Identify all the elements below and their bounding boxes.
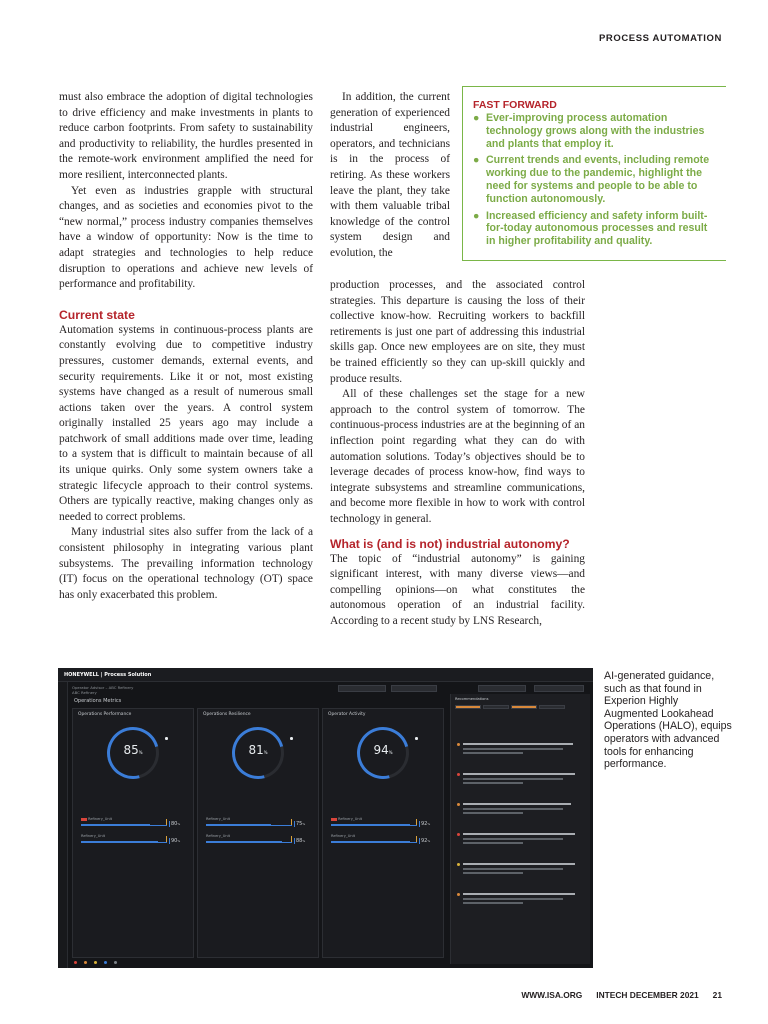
metric-value: 92% xyxy=(421,821,431,827)
panel-title: Operations Resilience xyxy=(203,712,251,717)
metric-bar xyxy=(81,821,167,826)
metric-panel xyxy=(322,708,444,958)
fast-forward-item: ● Ever-improving process automation technology grows along with the industries and plants that employ it. xyxy=(473,112,705,150)
metric-value: 80% xyxy=(171,821,181,827)
dashboard-control xyxy=(478,685,526,692)
gauge-marker xyxy=(415,737,418,740)
page-number: 21 xyxy=(712,990,722,1000)
metric-value: 88% xyxy=(296,838,306,844)
dashboard-brand: HONEYWELL | Process Solution xyxy=(64,672,152,678)
metric-value: 92% xyxy=(421,838,431,844)
recommendations-tabs xyxy=(455,705,565,709)
metric-value: 90% xyxy=(171,838,181,844)
paragraph: In addition, the current generation of experienced industrial engineers, operators, and technicians is in the process of retiring. As these workers leave the plant, they take with them valuable tribal knowledge of the control system design and evolution, the xyxy=(330,91,450,259)
recommendations-title: Recommendations xyxy=(455,697,489,701)
metric-bar xyxy=(206,821,292,826)
footer-site: WWW.ISA.ORG xyxy=(521,990,583,1000)
fast-forward-item: ● Increased efficiency and safety inform built-for-today autonomous processes and result in higher profitability and quality. xyxy=(473,209,708,248)
footer-issue: INTECH DECEMBER 2021 xyxy=(596,990,699,1000)
metric-value: 75% xyxy=(296,821,306,827)
metric-row-label: Refinery_Unit xyxy=(206,817,231,821)
metric-row-label: Refinery_Unit xyxy=(81,817,112,821)
dashboard-screenshot xyxy=(58,668,593,968)
tab xyxy=(539,705,565,709)
metric-row-label: Refinery_Unit xyxy=(331,834,356,838)
tab xyxy=(511,705,537,709)
section-header: PROCESS AUTOMATION xyxy=(598,33,722,44)
metric-row-label: Refinery_Unit xyxy=(331,817,362,821)
dashboard-control xyxy=(534,685,584,692)
article-column-2-top xyxy=(330,90,450,262)
dashboard-control xyxy=(391,685,437,692)
article-column-2 xyxy=(330,278,585,629)
metric-panel xyxy=(197,708,319,958)
bullet-icon: ● xyxy=(473,209,480,222)
paragraph: Yet even as industries grapple with structural changes, and as societies and economies pivot to the “new normal,” process industry companies themselves have a window of opportunity: Now is the time to adapt strategies and technologies to help reduce disruption to operations and achieve new levels of performance and profitability. xyxy=(59,184,313,291)
status-legend xyxy=(74,961,118,965)
figure-caption: AI-generated guidance, such as that found in Experion Highly Augmented Lookahead Operations (HALO), equips operators with advanced tools for enhancing performance. xyxy=(604,670,732,771)
metric-bar xyxy=(81,838,167,843)
metric-bar xyxy=(206,838,292,843)
panel-title: Operator Activity xyxy=(328,712,366,717)
paragraph: must also embrace the adoption of digital technologies to drive efficiency and make investments in plants to reduce carbon footprints. From safety to sustainability and productivity to reliability, the hurdles presented in the remote-work environment amplified the need for more resilient, interconnected plants. xyxy=(59,91,313,181)
paragraph: production processes, and the associated control strategies. This departure is causing the loss of their collective know-how. Recruiting workers to backfill retirements is just one part of addressing this industrial skills gap. Once new employees are on site, they must be trained efficiently so they can up-skill quickly and produce results. xyxy=(330,279,585,385)
subhead-industrial-autonomy: What is (and is not) industrial autonomy? xyxy=(330,536,570,551)
metric-panel xyxy=(72,708,194,958)
tab xyxy=(455,705,481,709)
fast-forward-title: FAST FORWARD xyxy=(473,99,557,111)
tab xyxy=(483,705,509,709)
paragraph: Automation systems in continuous-process plants are constantly evolving due to competitive industry pressures, customer demands, external events, and security requirements. Like it or not, most existing systems have changed as a result of numerous small actions taken over the years. A control system originally installed 25 years ago may include a patchwork of small additions made over time, leading to a system that is difficult to maintain because of all its unique quirks. Only some system owners take a strategic lifecycle approach to their control systems. Others are typically reactive, making changes only as needed to correct problems. xyxy=(59,323,313,523)
paragraph: The topic of “industrial autonomy” is gaining significant interest, with many diverse views—and compelling opinions—on what constitutes the autonomous operation of an industrial facility. According to a recent study by LNS Research, xyxy=(330,552,585,627)
metric-bar xyxy=(331,821,417,826)
bullet-icon: ● xyxy=(473,154,480,167)
metric-row-label: Refinery_Unit xyxy=(81,834,106,838)
article-column-1 xyxy=(59,90,313,603)
gauge-value: 85% xyxy=(123,743,143,757)
dashboard-subtitle: Operator Advisor – ABC Refinery ABC Refinery xyxy=(72,685,134,695)
page-footer xyxy=(521,990,722,1000)
bullet-icon: ● xyxy=(473,112,480,124)
gauge-value: 81% xyxy=(248,743,268,757)
fast-forward-item: ● Current trends and events, including remote working due to the pandemic, highlight the need for systems and people to be able to function autonomously. xyxy=(473,154,710,205)
subhead-current-state: Current state xyxy=(59,307,135,322)
paragraph: All of these challenges set the stage for a new approach to the control system of tomorrow. The continuous-process industries are at the beginning of an inflection point regarding what they can do with automation solutions. Today’s objectives should be to leverage decades of process know-how, find ways to integrate subsystems and streamline communications, and become more flexible in how to work with control technology in general. xyxy=(330,388,585,525)
gauge-marker xyxy=(165,737,168,740)
dashboard-control xyxy=(338,685,386,692)
metric-bar xyxy=(331,838,417,843)
gauge-marker xyxy=(290,737,293,740)
recommendations-panel xyxy=(450,694,590,964)
fast-forward-box xyxy=(462,86,726,261)
dashboard-top-bar xyxy=(58,668,593,682)
dashboard-side-rail xyxy=(58,682,68,968)
panel-title: Operations Performance xyxy=(78,712,132,717)
metric-row-label: Refinery_Unit xyxy=(206,834,231,838)
dashboard-page-title: Operations Metrics xyxy=(74,698,122,704)
paragraph: Many industrial sites also suffer from the lack of a consistent philosophy in integrating various plant subsystems. The prevailing information technology (IT) focus on the operational technology (OT) space has only exacerbated this problem. xyxy=(59,526,313,601)
gauge-value: 94% xyxy=(373,743,393,757)
